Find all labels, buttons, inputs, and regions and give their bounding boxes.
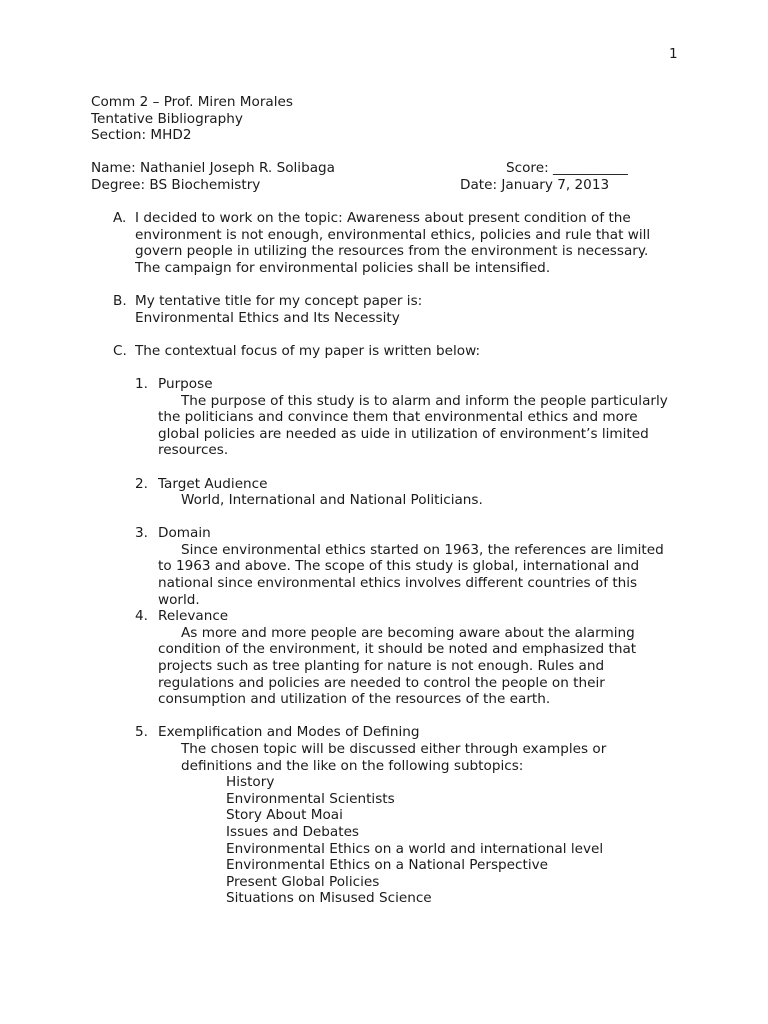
item-title: Relevance — [158, 608, 229, 625]
concept-paper-title: Environmental Ethics and Its Necessity — [135, 309, 400, 326]
item-line: definitions and the like on the following subtopics: — [181, 757, 524, 774]
score-label: Score: — [506, 160, 549, 177]
item-line: global policies are needed as uide in utilization of environment’s limited — [158, 425, 649, 442]
outline — [113, 210, 683, 907]
section-line: Section: MHD2 — [91, 127, 192, 144]
item-line: World, International and National Politicians. — [181, 492, 483, 509]
score-blank: ___________ — [552, 160, 628, 177]
score-field — [506, 160, 628, 177]
item-domain — [113, 525, 683, 608]
item-relevance — [113, 608, 683, 708]
document-type: Tentative Bibliography — [91, 110, 243, 127]
item-marker: 4. — [135, 608, 148, 625]
section-b — [113, 293, 683, 326]
section-line: environment is not enough, environmental ethics, policies and rule that will — [135, 226, 651, 243]
item-marker: 5. — [135, 724, 148, 741]
page-number: 1 — [669, 46, 678, 62]
section-line: The campaign for environmental policies shall be intensified. — [135, 259, 551, 276]
section-marker: C. — [113, 342, 127, 359]
student-name: Name: Nathaniel Joseph R. Solibaga — [91, 160, 335, 177]
item-line: to 1963 and above. The scope of this study is global, international and — [158, 558, 640, 575]
item-line: consumption and utilization of the resources of the earth. — [158, 691, 551, 708]
item-line: Since environmental ethics started on 1963, the references are limited — [181, 541, 664, 558]
item-marker: 1. — [135, 375, 148, 392]
degree-date-row — [91, 177, 651, 194]
subtopic-item: Environmental Scientists — [226, 790, 395, 807]
item-line: As more and more people are becoming aware about the alarming — [181, 624, 635, 641]
section-line: My tentative title for my concept paper is: — [135, 292, 423, 309]
item-target-audience — [113, 476, 683, 509]
subtopic-item: Issues and Debates — [226, 823, 360, 840]
document-header — [91, 94, 651, 194]
course-line: Comm 2 – Prof. Miren Morales — [91, 94, 293, 110]
item-title: Domain — [158, 525, 211, 542]
degree-line: Degree: BS Biochemistry — [91, 176, 261, 193]
item-marker: 2. — [135, 475, 148, 492]
subtopic-list — [158, 774, 683, 907]
item-line: regulations and policies are needed to control the people on their — [158, 674, 605, 691]
subtopic-item: Story About Moai — [226, 807, 343, 824]
item-line: projects such as tree planting for nature is not enough. Rules and — [158, 658, 605, 675]
section-line: The contextual focus of my paper is written below: — [135, 342, 481, 359]
item-line: the politicians and convince them that environmental ethics and more — [158, 409, 638, 426]
item-title: Exemplification and Modes of Defining — [158, 724, 420, 741]
section-c — [113, 343, 683, 360]
subtopic-item: History — [226, 774, 275, 791]
section-line: I decided to work on the topic: Awareness about present condition of the — [135, 210, 631, 226]
date-line: Date: January 7, 2013 — [460, 176, 610, 193]
item-line: national since environmental ethics involves different countries of this — [158, 575, 638, 592]
item-title: Target Audience — [158, 475, 268, 492]
item-line: condition of the environment, it should be noted and emphasized that — [158, 641, 637, 658]
item-exemplification — [113, 724, 683, 907]
section-marker: A. — [113, 210, 127, 226]
name-score-row — [91, 160, 651, 177]
subtopic-item: Environmental Ethics on a National Perspective — [226, 857, 549, 874]
item-line: world. — [158, 591, 200, 608]
item-purpose — [113, 376, 683, 459]
section-line: govern people in utilizing the resources from the environment is necessary. — [135, 243, 649, 260]
subtopic-item: Situations on Misused Science — [226, 890, 432, 907]
item-title: Purpose — [158, 375, 213, 392]
subtopic-item: Present Global Policies — [226, 873, 380, 890]
item-line: resources. — [158, 442, 229, 459]
item-marker: 3. — [135, 525, 148, 542]
subtopic-item: Environmental Ethics on a world and international level — [226, 840, 604, 857]
section-marker: B. — [113, 292, 127, 309]
item-line: The purpose of this study is to alarm and inform the people particularly — [181, 392, 668, 409]
section-a — [113, 210, 683, 276]
item-line: The chosen topic will be discussed either through examples or — [181, 741, 607, 757]
